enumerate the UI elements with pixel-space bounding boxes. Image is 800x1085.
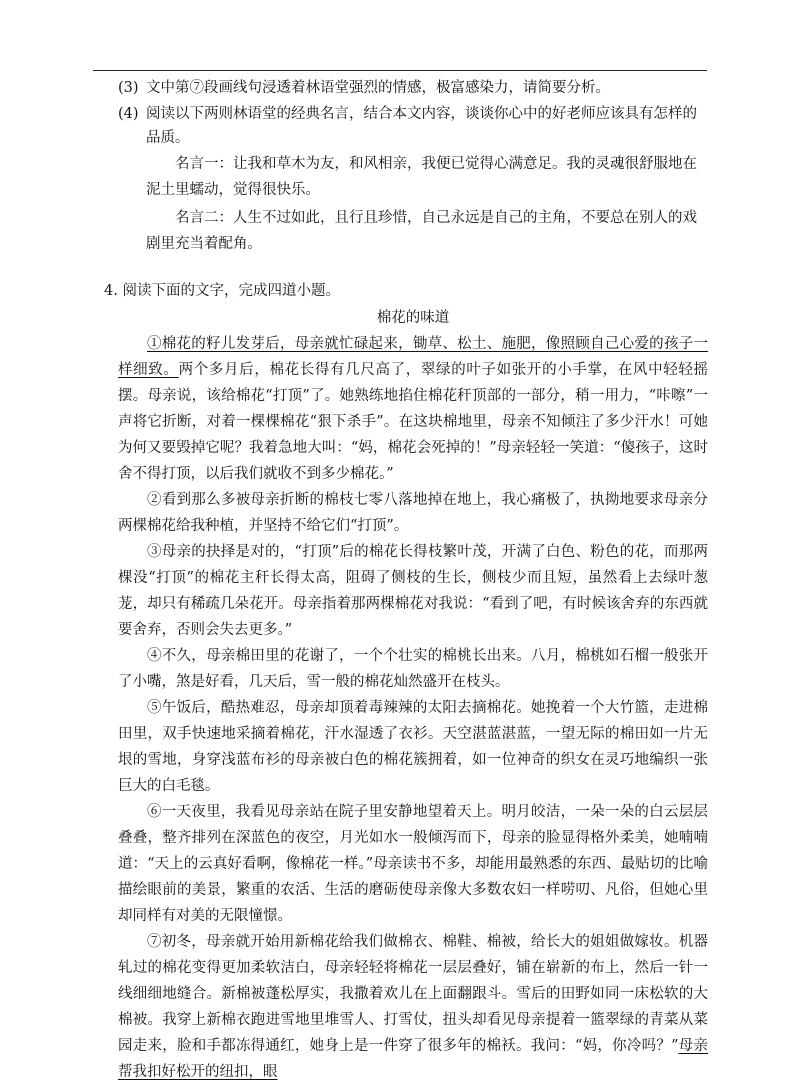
paragraph-7 xyxy=(118,929,708,1085)
paragraph-2: ②看到那么多被母亲折断的棉枝七零八落地掉在地上，我心痛极了，执拗地要求母亲分两棵棉花给我种植，并坚持不给它们“打顶”。 xyxy=(118,492,708,534)
question-text: 阅读以下两则林语堂的经典名言，结合本文内容，谈谈你心中的好老师应该具有怎样的品质。 xyxy=(146,106,697,146)
page-content xyxy=(104,76,709,1085)
paragraph-5: ⑤午饭后，酷热难忍，母亲却顶着毒辣辣的太阳去摘棉花。她挽着一个大竹篮，走进棉田里，双手快速地采摘着棉花，汗水湿透了衣衫。天空湛蓝湛蓝，一望无际的棉田如一片无垠的雪地，身穿浅蓝布衫的母亲被白色的棉花簇拥着，如一位神奇的织女在灵巧地编织一张巨大的白毛毯。 xyxy=(118,700,708,794)
paragraph-text: ⑦初冬，母亲就开始用新棉花给我们做棉衣、棉鞋、棉被，给长大的姐姐做嫁妆。机器轧过的棉花变得更加柔软洁白，母亲轻轻将棉花一层层叠好，铺在崭新的布上，然后一针一线细细地缝合。新棉被蓬松厚实，我撒着欢儿在上面翻跟斗。雪后的田野如同一床松软的大棉被。我穿上新棉衣跑进雪地里堆雪人、打雪仗，扭头却看见母亲提着一篮翠绿的青菜从菜园走来，脸和手都冻得通红，她身上是一件穿了很多年的棉袄。我问：“妈，你冷吗？” xyxy=(118,934,708,1054)
question-number: (3) xyxy=(118,80,139,96)
quote-1: 名言一：让我和草木为友，和风相亲，我便已觉得心满意足。我的灵魂很舒服地在泥土里蠕动，觉得很快乐。 xyxy=(146,156,697,198)
header-rule xyxy=(93,70,707,71)
underlined-sentence: ①棉花的籽儿发芽后，母亲就忙碌起来，锄草、松土、施肥，像照顾自己心爱的孩子一样细致。 xyxy=(118,336,708,378)
paragraph-4: ④不久，母亲棉田里的花谢了，一个个壮实的棉桃长出来。八月，棉桃如石榴一般张开了小嘴，煞是好看，几天后，雪一般的棉花灿然盛开在枝头。 xyxy=(118,648,708,690)
quote-2: 名言二：人生不过如此，且行且珍惜，自己永远是自己的主角，不要总在别人的戏剧里充当着配角。 xyxy=(146,210,697,252)
paragraph-1 xyxy=(118,331,708,487)
underlined-sentence: 母亲帮我扣好松开的纽扣，眼 xyxy=(118,1038,708,1080)
paragraph-text: 两个多月后，棉花长得有几尺高了，翠绿的叶子如张开的小手掌，在风中轻轻摇摆。母亲说，该给棉花“打顶”了。她熟练地掐住棉花秆顶部的一部分，稍一用力，“咔嚓”一声将它折断，对着一棵棵棉花“狠下杀手”。在这块棉地里，母亲不知倾注了多少汗水！可她为何又要毁掉它呢？我着急地大叫：“妈，棉花会死掉的！”母亲轻轻一笑道：“傻孩子，这时舍不得打顶，以后我们就收不到多少棉花。” xyxy=(118,362,709,482)
question-3 xyxy=(118,76,708,100)
question-number: (4) xyxy=(118,106,139,122)
question-text: 文中第⑦段画线句浸透着林语堂强烈的情感，极富感染力，请简要分析。 xyxy=(146,80,610,96)
article-title: 棉花的味道 xyxy=(376,310,450,326)
paragraph-3: ③母亲的抉择是对的，“打顶”后的棉花长得枝繁叶茂，开满了白色、粉色的花，而那两棵没“打顶”的棉花主秆长得太高，阻碍了侧枝的生长，侧枝少而且短，虽然看上去绿叶葱茏，却只有稀疏几朵花开。母亲指着那两棵棉花对我说：“看到了吧，有时候该舍弃的东西就要舍弃，否则会失去更多。” xyxy=(118,544,708,638)
question-4 xyxy=(118,102,708,150)
paragraph-6: ⑥一天夜里，我看见母亲站在院子里安静地望着天上。明月皎洁，一朵一朵的白云层层叠叠，整齐排列在深蓝色的夜空，月光如水一般倾泻而下，母亲的脸显得格外柔美，她喃喃道：“天上的云真好看啊，像棉花一样。”母亲读书不多，却能用最熟悉的东西、最贴切的比喻描绘眼前的美景，繁重的农活、生活的磨砺使母亲像大多数农妇一样唠叨、凡俗，但她心里却同样有对美的无限憧憬。 xyxy=(118,804,708,924)
section-heading: 4. 阅读下面的文字，完成四道小题。 xyxy=(104,283,340,299)
